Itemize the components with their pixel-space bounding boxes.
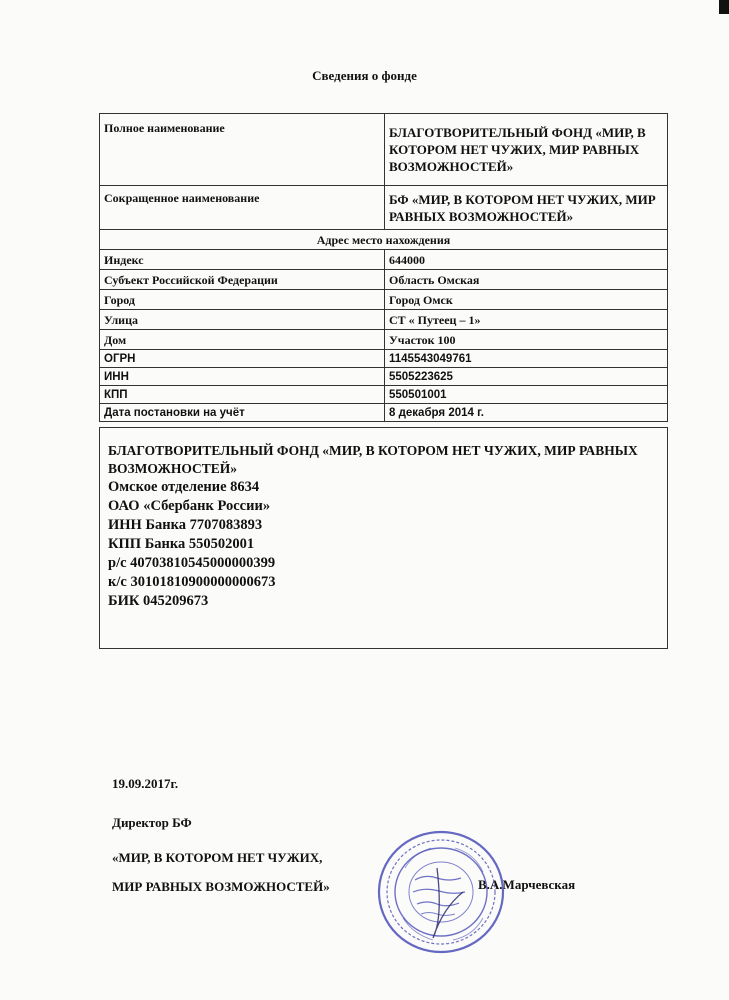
short-name-value: БФ «МИР, В КОТОРОМ НЕТ ЧУЖИХ, МИР РАВНЫХ ВОЗМОЖНОСТЕЙ» — [385, 186, 668, 230]
table-row — [100, 270, 668, 290]
seal-stamp-icon — [375, 828, 507, 956]
city-value: Город Омск — [385, 290, 668, 310]
bank-fund-name: БЛАГОТВОРИТЕЛЬНЫЙ ФОНД «МИР, В КОТОРОМ НЕТ ЧУЖИХ, МИР РАВНЫХ ВОЗМОЖНОСТЕЙ» — [108, 443, 638, 476]
full-name-label: Полное наименование — [100, 114, 385, 186]
table-row — [100, 386, 668, 404]
signature-date: 19.09.2017г. — [112, 776, 179, 791]
scan-edge-mark — [719, 0, 729, 14]
registration-date-value: 8 декабря 2014 г. — [385, 404, 668, 422]
bank-details-box — [99, 427, 668, 649]
correspondent-account: к/с 30101810900000000673 — [108, 574, 276, 590]
table-row — [100, 250, 668, 270]
page-title: Сведения о фонде — [312, 68, 417, 83]
street-value: СТ « Путеец – 1» — [385, 310, 668, 330]
table-row — [100, 350, 668, 368]
ogrn-value: 1145543049761 — [385, 350, 668, 368]
house-label: Дом — [100, 330, 385, 350]
fund-info-table — [99, 113, 668, 422]
full-name-value: БЛАГОТВОРИТЕЛЬНЫЙ ФОНД «МИР, В КОТОРОМ НЕТ ЧУЖИХ, МИР РАВНЫХ ВОЗМОЖНОСТЕЙ» — [385, 114, 668, 186]
kpp-label: КПП — [100, 386, 385, 404]
short-name-label: Сокращенное наименование — [100, 186, 385, 230]
table-row — [100, 230, 668, 250]
org-name-line2: МИР РАВНЫХ ВОЗМОЖНОСТЕЙ» — [112, 879, 330, 894]
table-row — [100, 404, 668, 422]
ogrn-label: ОГРН — [100, 350, 385, 368]
table-row — [100, 186, 668, 230]
signer-name: В.А.Марчевская — [478, 877, 576, 892]
region-value: Область Омская — [385, 270, 668, 290]
table-row — [100, 290, 668, 310]
index-label: Индекс — [100, 250, 385, 270]
kpp-value: 550501001 — [385, 386, 668, 404]
address-header: Адрес место нахождения — [100, 230, 668, 250]
bank-branch: Омское отделение 8634 — [108, 479, 260, 495]
bank-inn: ИНН Банка 7707083893 — [108, 517, 263, 533]
city-label: Город — [100, 290, 385, 310]
director-title: Директор БФ — [112, 815, 192, 830]
org-name-line1: «МИР, В КОТОРОМ НЕТ ЧУЖИХ, — [112, 850, 323, 865]
index-value: 644000 — [385, 250, 668, 270]
house-value: Участок 100 — [385, 330, 668, 350]
table-row — [100, 310, 668, 330]
table-row — [100, 330, 668, 350]
table-row — [100, 368, 668, 386]
table-row — [100, 114, 668, 186]
bik: БИК 045209673 — [108, 593, 209, 609]
bank-kpp: КПП Банка 550502001 — [108, 536, 255, 552]
bank-name: ОАО «Сбербанк России» — [108, 498, 271, 514]
region-label: Субъект Российской Федерации — [100, 270, 385, 290]
inn-label: ИНН — [100, 368, 385, 386]
registration-date-label: Дата постановки на учёт — [100, 404, 385, 422]
street-label: Улица — [100, 310, 385, 330]
inn-value: 5505223625 — [385, 368, 668, 386]
settlement-account: р/с 40703810545000000399 — [108, 555, 276, 571]
